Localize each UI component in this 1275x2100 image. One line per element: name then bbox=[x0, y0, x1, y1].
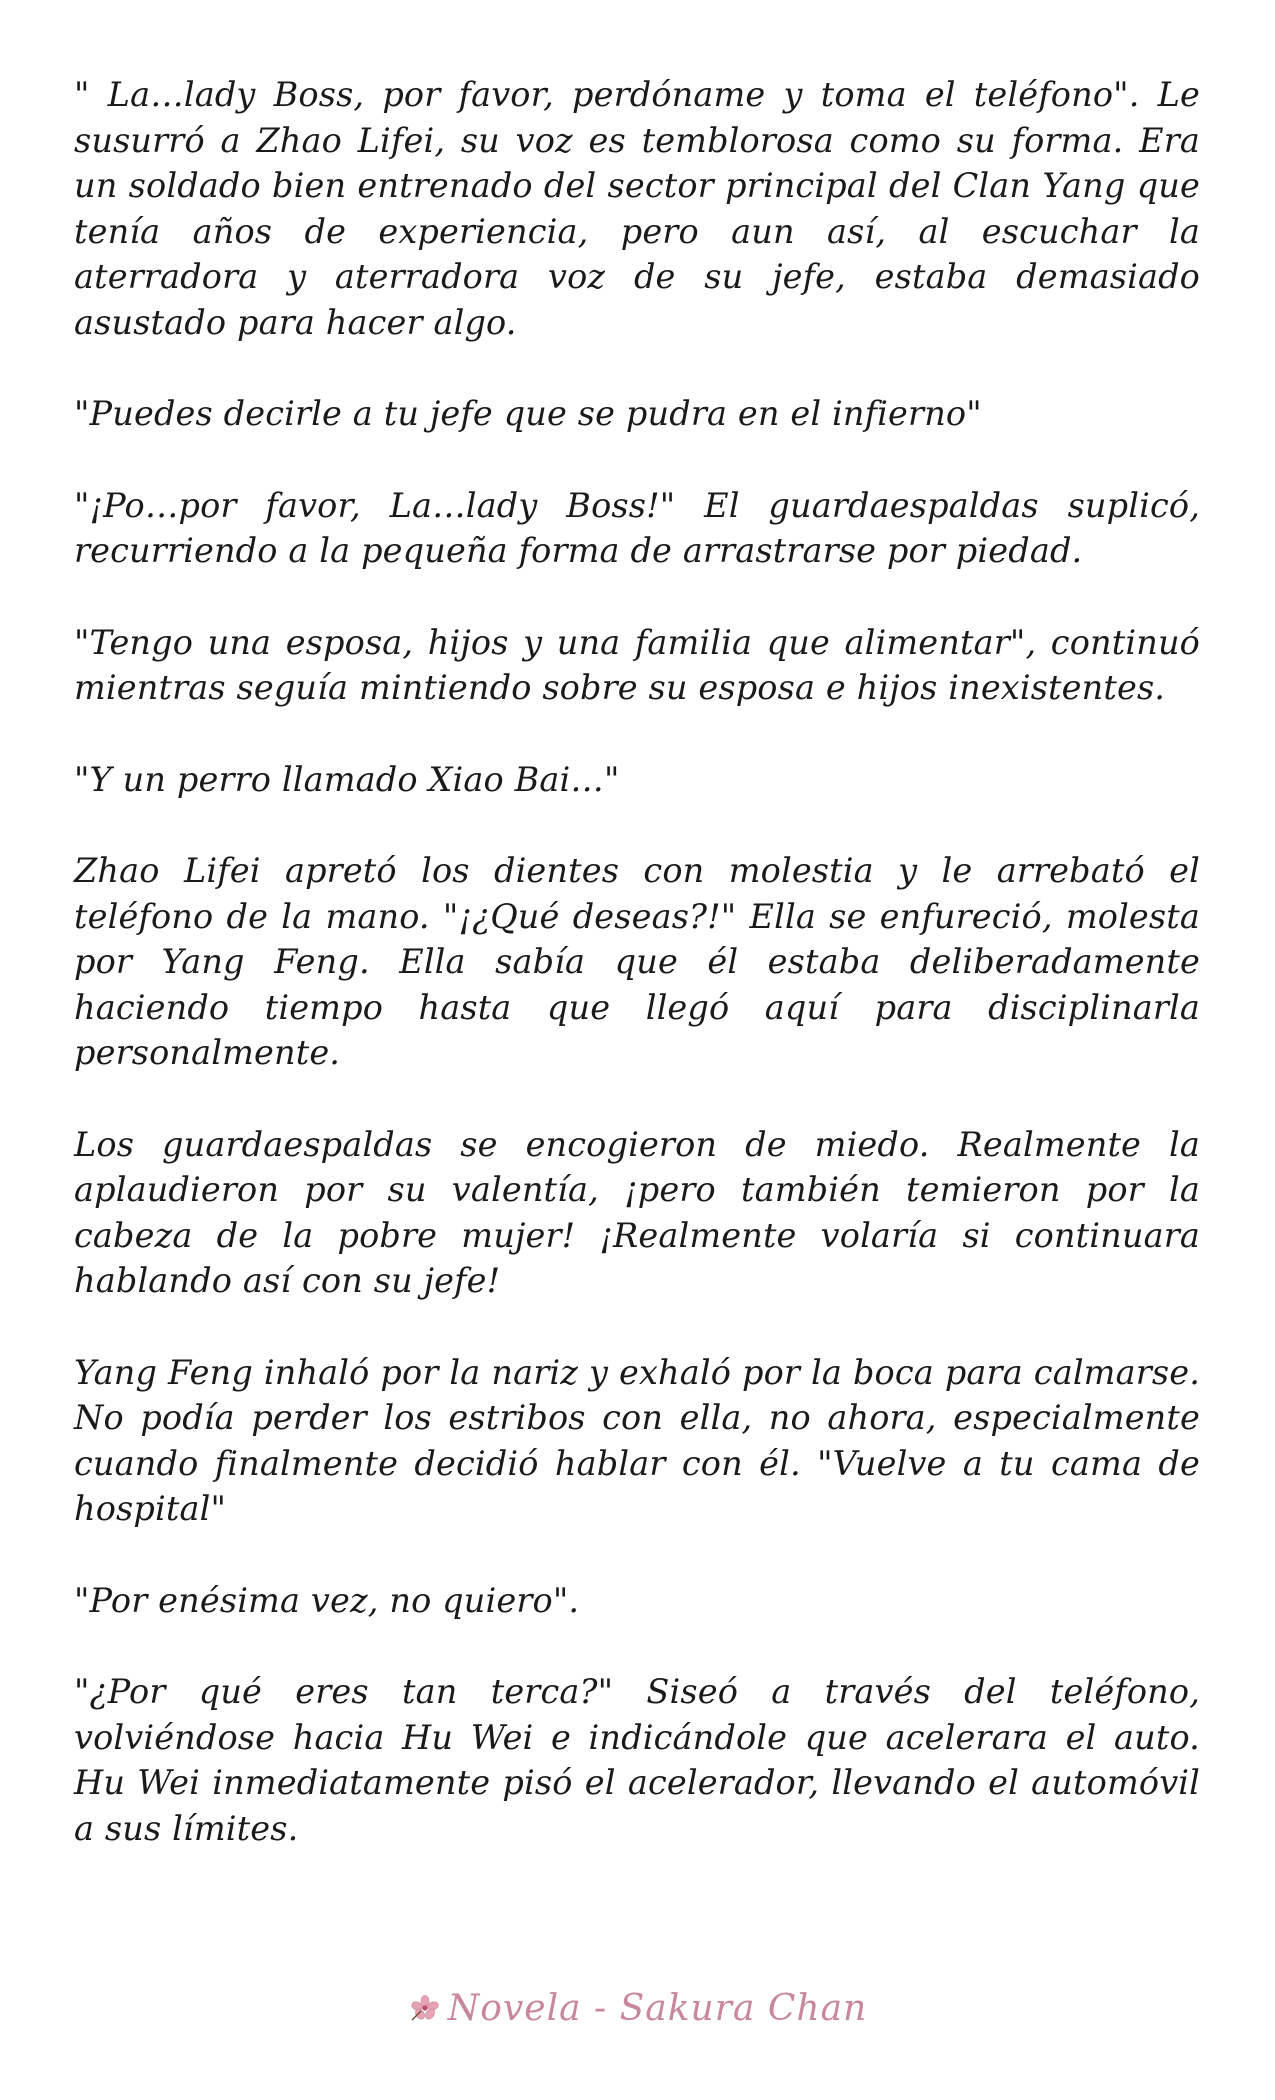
paragraph-10: "¿Por qué eres tan terca?" Siseó a través del teléfono, volviéndose hacia Hu Wei e indicándole que acelerara el auto. Hu Wei inmediatamente pisó el acelerador, llevando el automóvil a sus límites. bbox=[74, 1672, 1200, 1848]
paragraph-2: "Puedes decirle a tu jefe que se pudra en el infierno" bbox=[74, 394, 982, 433]
paragraph-6: Zhao Lifei apretó los dientes con molestia y le arrebató el teléfono de la mano. "¡¿Qué deseas?!" Ella se enfureció, molesta por Yang Feng. Ella sabía que él estaba deliberadamente haciendo tiempo hasta que llegó aquí para disciplinarla personalmente. bbox=[74, 851, 1200, 1072]
paragraph-5: "Y un perro llamado Xiao Bai…" bbox=[74, 759, 620, 799]
sakura-flower-icon bbox=[408, 1990, 442, 2018]
document-body bbox=[74, 72, 1200, 1897]
paragraph-4: "Tengo una esposa, hijos y una familia que alimentar", continuó mientras seguía mintiendo sobre su esposa e hijos inexistentes. bbox=[74, 622, 1200, 707]
paragraph-1: " La…lady Boss, por favor, perdóname y toma el teléfono". Le susurró a Zhao Lifei, su voz es temblorosa como su forma. Era un soldado bien entrenado del sector principal del Clan Yang que tenía años de experiencia, pero aun así, al escuchar la aterradora y aterradora voz de su jefe, estaba demasiado asustado para hacer algo. bbox=[74, 75, 1200, 342]
paragraph-9: "Por enésima vez, no quiero". bbox=[74, 1580, 580, 1620]
paragraph-8: Yang Feng inhaló por la nariz y exhaló por la boca para calmarse. No podía perder los estribos con ella, no ahora, especialmente cuando finalmente decidió hablar con él. "Vuelve a tu cama de hospital" bbox=[74, 1352, 1200, 1528]
paragraph-7: Los guardaespaldas se encogieron de miedo. Realmente la aplaudieron por su valentía, ¡pero también temieron por la cabeza de la pobre mujer! ¡Realmente volaría si continuara hablando así con su jefe! bbox=[74, 1124, 1200, 1300]
watermark-text: Novela - Sakura Chan bbox=[447, 1988, 868, 2029]
paragraph-3: "¡Po…por favor, La…lady Boss!" El guardaespaldas suplicó, recurriendo a la pequeña forma de arrastrarse por piedad. bbox=[74, 485, 1200, 570]
watermark bbox=[0, 1988, 1275, 2029]
